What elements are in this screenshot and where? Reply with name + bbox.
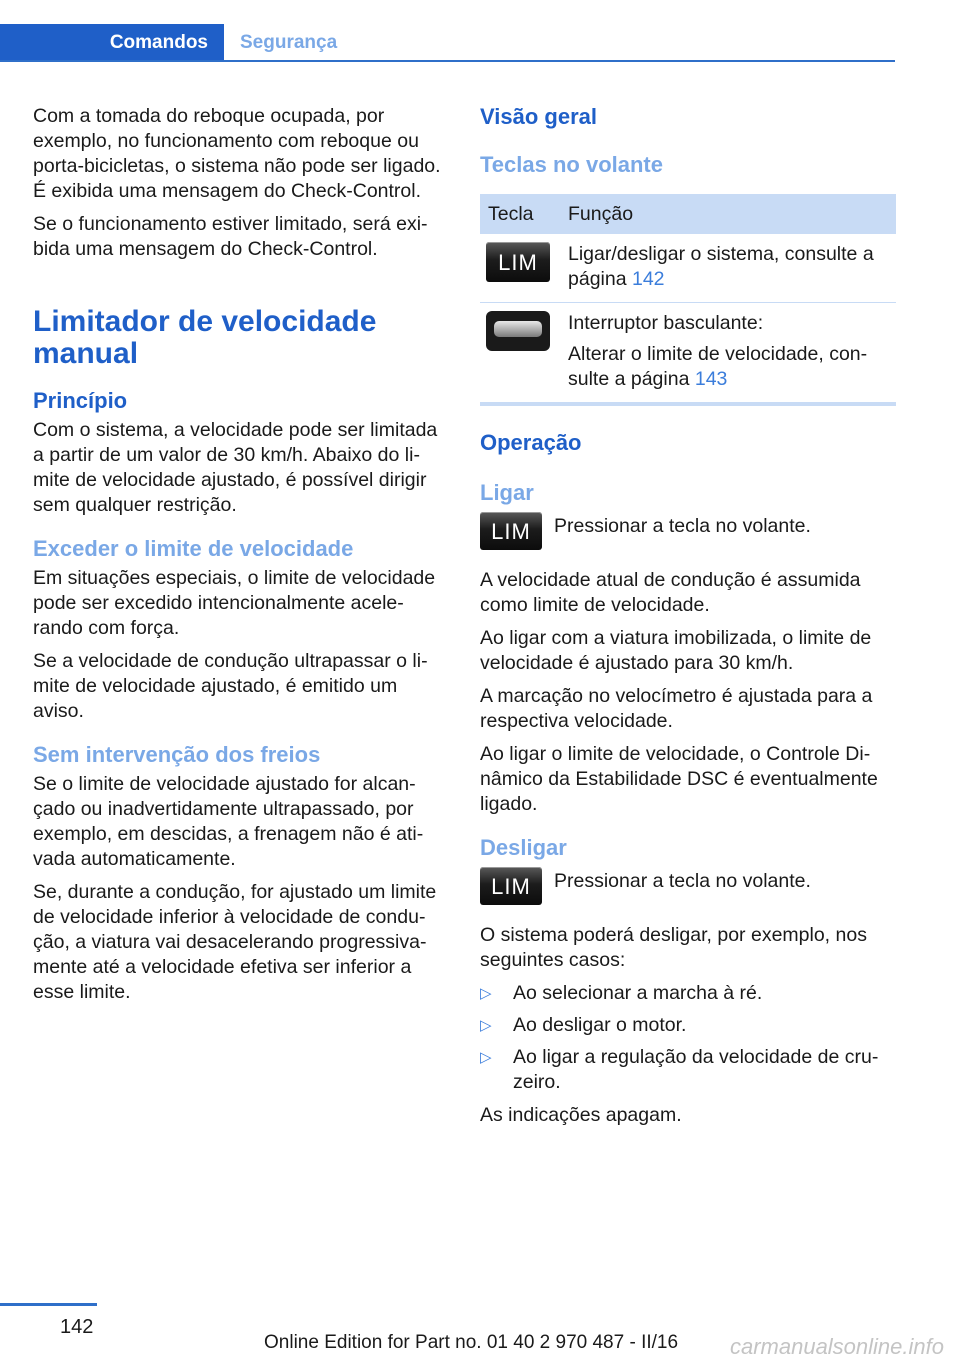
subsection-title-ligar: Ligar [480,480,534,505]
subsection-title-exceder: Exceder o limite de velocidade [33,536,354,561]
table-header-tecla: Tecla [480,194,560,234]
rocker-switch-icon [486,311,550,351]
function-text: Alterar o limite de velocidade, consulte a página [568,343,868,390]
paragraph: Ao ligar com a viatura imobilizada, o limite de velocidade é ajustado para 30 km/h. [480,627,872,674]
section-title-visao-geral: Visão geral [480,104,597,129]
left-column [33,104,445,1013]
section-title-operacao: Operação [480,430,582,455]
list-item: ▷ Ao ligar a regulação da velocidade de cruzeiro. [480,1046,879,1093]
triangle-bullet-icon: ▷ [480,1049,492,1066]
paragraph: Com a tomada do reboque ocupada, por exemplo, no funcionamento com reboque ou porta-bicicletas, o sistema não pode ser ligado. É exibida uma mensagem do Check‑Control. [33,105,441,202]
table-header-funcao: Função [560,194,896,234]
instruction-text: Pressionar a tecla no volante. [554,870,811,892]
paragraph: Com o sistema, a velocidade pode ser limitada a partir de um valor de 30 km/h. Abaixo do limite de velocidade ajustado, é possível dirigir sem qualquer restrição. [33,419,438,516]
function-text: Ligar/desligar o sistema, consulte a página [568,243,874,290]
function-title: Interruptor basculante: [568,312,764,334]
subsection-title-desligar: Desligar [480,835,567,860]
list-item: ▷ Ao desligar o motor. [480,1014,687,1036]
watermark: carmanualsonline.info [729,1334,944,1359]
tab-seguranca[interactable]: Segurança [240,32,338,53]
footer-divider [0,1303,97,1306]
paragraph: A marcação no velocímetro é ajustada para a respectiva velocidade. [480,685,873,732]
list-item: ▷ Ao selecionar a marcha à ré. [480,982,763,1004]
edition-text: Online Edition for Part no. 01 40 2 970 487 - II/16 [264,1332,679,1353]
desligar-instruction [480,867,896,905]
table-row [480,303,896,405]
paragraph: Se o limite de velocidade ajustado for alcançado ou inadvertidamente ultrapassado, por exemplo, em descidas, a frenagem não é ativada automaticamente. [33,773,424,870]
paragraph: As indicações apagam. [480,1104,682,1126]
paragraph: Em situações especiais, o limite de velocidade pode ser excedido intencionalmente acelerando com força. [33,567,436,639]
lim-button-icon: LIM [480,512,542,550]
lim-button-icon: LIM [486,242,550,282]
page-link-143[interactable]: 143 [694,368,728,390]
chapter-tabs [0,24,895,62]
subsection-title-principio: Princípio [33,388,128,413]
bullet-list [480,981,896,1095]
subsection-title-freios: Sem intervenção dos freios [33,742,321,767]
table-row [480,234,896,303]
paragraph: A velocidade atual de condução é assumida como limite de velocidade. [480,569,861,616]
triangle-bullet-icon: ▷ [480,985,492,1002]
paragraph: Ao ligar o limite de velocidade, o Controle Dinâmico da Estabilidade DSC é eventualmente ligado. [480,743,878,815]
paragraph: O sistema poderá desligar, por exemplo, nos seguintes casos: [480,924,867,971]
header-divider [0,60,895,62]
lim-button-icon: LIM [480,867,542,905]
ligar-instruction [480,512,896,550]
triangle-bullet-icon: ▷ [480,1017,492,1034]
paragraph: Se a velocidade de condução ultrapassar o limite de velocidade ajustado, é emitido um aviso. [33,650,428,722]
right-column [480,104,896,1136]
page-link-142[interactable]: 142 [631,268,665,290]
tab-comandos[interactable]: Comandos [0,24,224,62]
section-title: Limitador de velocidade manual [33,305,377,370]
subsection-title-teclas: Teclas no volante [480,152,663,177]
paragraph: Se o funcionamento estiver limitado, será exibida uma mensagem do Check-Control. [33,213,428,260]
keys-table [480,194,896,406]
paragraph: Se, durante a condução, for ajustado um limite de velocidade inferior à velocidade de condução, a viatura vai desacelerando progressivamente até a velocidade efetiva ser inferior a esse limite. [33,881,437,1003]
page-number: 142 [60,1316,94,1338]
instruction-text: Pressionar a tecla no volante. [554,515,811,537]
